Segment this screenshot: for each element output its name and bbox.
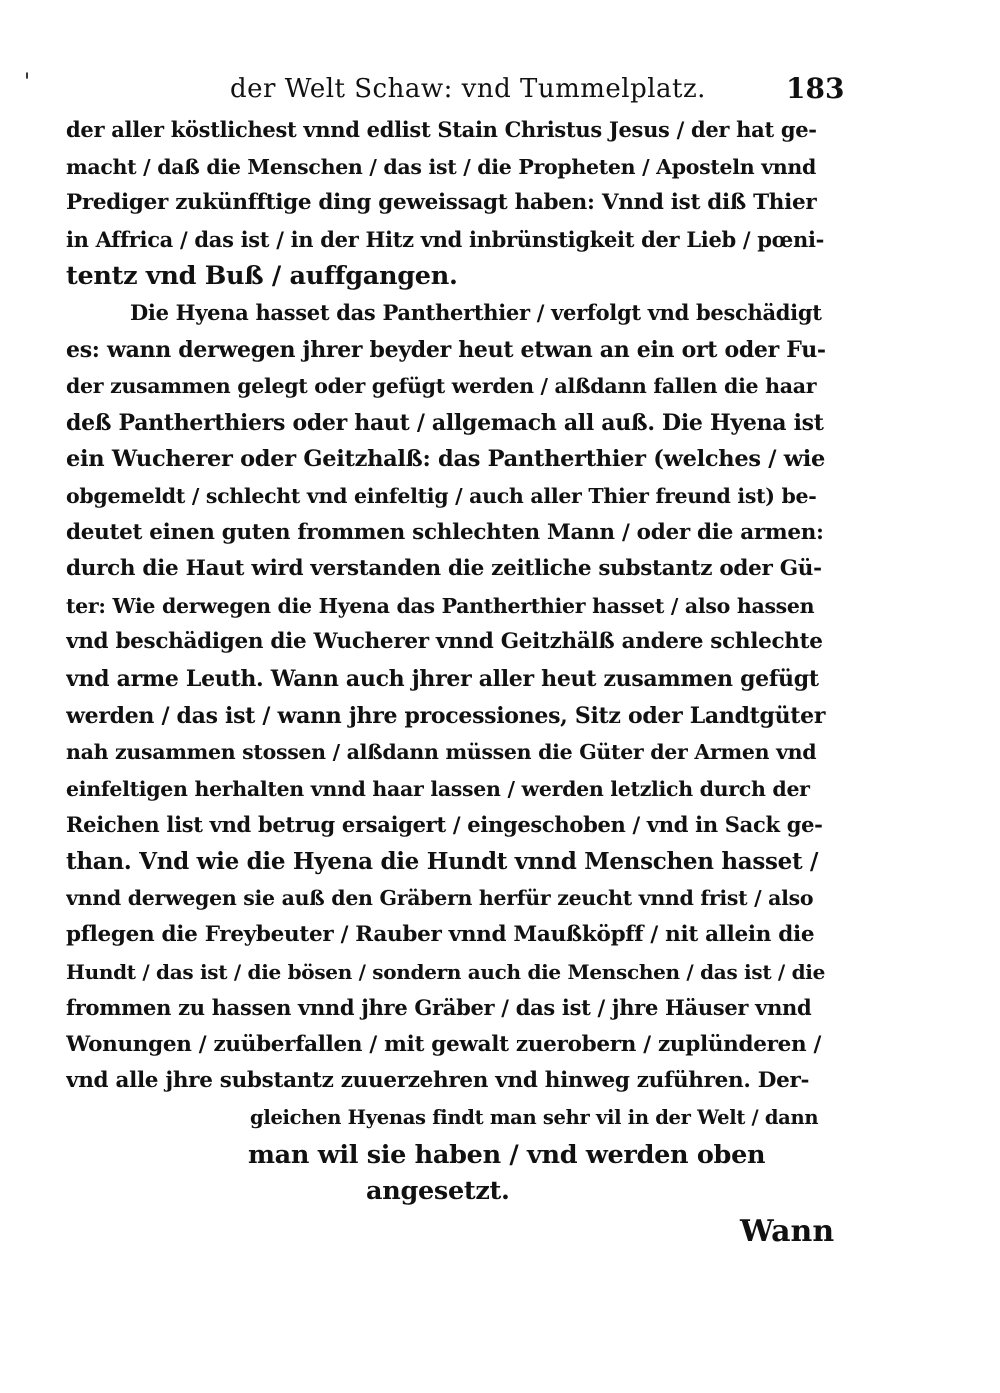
closing-line: man wil sie haben / vnd werden oben	[248, 1139, 766, 1170]
text-line: durch die Haut wird verstanden die zeitliche substantz oder Gü-	[66, 556, 822, 582]
text-line: frommen zu hassen vnnd jhre Gräber / das ist / jhre Häuser vnnd	[66, 995, 812, 1021]
margin-mark: '	[24, 70, 31, 95]
text-line: than. Vnd wie die Hyena die Hundt vnnd Menschen hasset /	[66, 847, 819, 875]
text-line: vnd beschädigen die Wucherer vnnd Geitzhälß andere schlechte	[66, 629, 823, 655]
text-line: einfeltigen herhalten vnnd haar lassen / werden letzlich durch der	[66, 776, 810, 801]
text-line: Wonungen / zuüberfallen / mit gewalt zuerobern / zuplünderen /	[66, 1031, 822, 1057]
text-line: der aller köstlichest vnnd edlist Stain Christus Jesus / der hat ge-	[66, 117, 817, 142]
text-line: in Affrica / das ist / in der Hitz vnd inbrünstigkeit der Lieb / pœni-	[66, 226, 825, 252]
text-line: ter: Wie derwegen die Hyena das Pantherthier hasset / also hassen	[66, 593, 815, 618]
text-line: es: wann derwegen jhrer beyder heut etwan an ein ort oder Fu-	[66, 336, 826, 363]
closing-line: gleichen Hyenas findt man sehr vil in der Welt / dann	[250, 1106, 819, 1130]
text-line: Reichen list vnd betrug ersaigert / eingeschoben / vnd in Sack ge-	[66, 812, 823, 838]
running-title: der Welt Schaw: vnd Tummelplatz.	[230, 74, 706, 104]
text-line: tentz vnd Buß / auffgangen.	[66, 261, 458, 292]
catchword: Wann	[740, 1214, 835, 1249]
text-line: macht / daß die Menschen / das ist / die Propheten / Aposteln vnnd	[66, 154, 817, 179]
text-line: vnd alle jhre substantz zuuerzehren vnd hinweg zuführen. Der-	[66, 1068, 810, 1094]
text-line: nah zusammen stossen / alßdann müssen die Güter der Armen vnd	[66, 740, 817, 765]
text-line: der zusammen gelegt oder gefügt werden / alßdann fallen die haar	[66, 374, 817, 399]
text-line: vnd arme Leuth. Wann auch jhrer aller heut zusammen gefügt	[66, 665, 819, 692]
text-line: vnnd derwegen sie auß den Gräbern herfür zeucht vnnd frist / also	[66, 886, 814, 911]
closing-line: angesetzt.	[366, 1176, 510, 1207]
text-line: Prediger zukünfftige ding geweissagt haben: Vnnd ist diß Thier	[66, 190, 817, 216]
text-line: deß Pantherthiers oder haut / allgemach all auß. Die Hyena ist	[66, 409, 824, 436]
page-number: 183	[786, 72, 845, 105]
text-line: deutet einen guten frommen schlechten Mann / oder die armen:	[66, 519, 824, 545]
paragraph-start-line: Die Hyena hasset das Pantherthier / verfolgt vnd beschädigt	[130, 299, 822, 325]
body-text	[66, 112, 826, 1210]
text-line: pflegen die Freybeuter / Rauber vnnd Maußköpff / nit allein die	[66, 922, 815, 948]
text-line: Hundt / das ist / die bösen / sondern auch die Menschen / das ist / die	[66, 959, 825, 984]
text-line: ein Wucherer oder Geitzhalß: das Pantherthier (welches / wie	[66, 446, 826, 473]
text-line: obgemeldt / schlecht vnd einfeltig / auch aller Thier freund ist) be-	[66, 483, 817, 508]
text-line: werden / das ist / wann jhre processiones, Sitz oder Landtgüter	[66, 702, 826, 729]
